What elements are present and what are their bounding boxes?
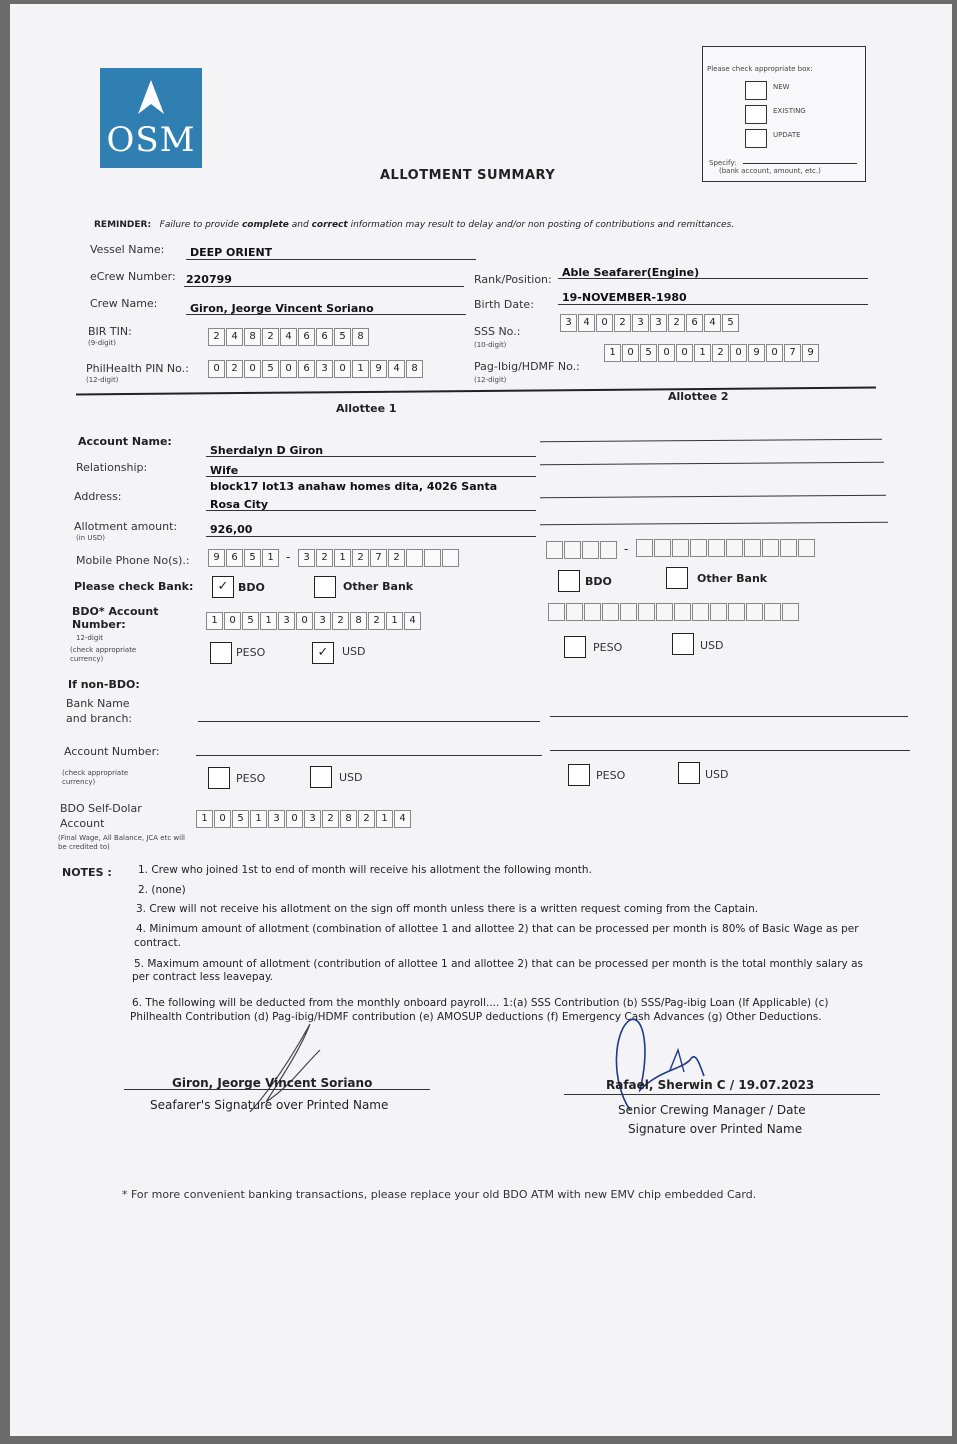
address-label: Address: — [74, 490, 122, 503]
bdo-label-2: BDO — [585, 575, 612, 588]
new-label: NEW — [773, 83, 790, 91]
birth-line — [558, 304, 868, 305]
mobile2-digits-b[interactable] — [636, 539, 816, 557]
usd-label-1: USD — [342, 645, 366, 658]
account-name-label: Account Name: — [78, 435, 172, 448]
self-dollar-digits[interactable]: 1 0 5 1 3 0 3 2 8 2 1 4 — [196, 810, 412, 828]
allotment-hint: (in USD) — [76, 534, 106, 542]
sail-icon — [136, 80, 166, 116]
footer-note: * For more convenient banking transactions, please replace your old BDO ATM with new EMV chip embedded Card. — [122, 1188, 757, 1201]
allotment-label: Allotment amount: — [74, 520, 178, 533]
philhealth-label: PhilHealth PIN No.: — [86, 362, 189, 375]
bdo-checkbox-2[interactable] — [558, 570, 580, 592]
specify-hint: (bank account, amount, etc.) — [719, 167, 821, 175]
manager-caption-2: Signature over Printed Name — [628, 1122, 803, 1136]
relationship-line — [206, 476, 536, 477]
allottee2-header: Allottee 2 — [668, 390, 729, 403]
bank-name-line-2 — [550, 716, 908, 717]
bir-label: BIR TIN: — [88, 325, 132, 338]
other-bank-label-2: Other Bank — [697, 572, 768, 585]
sss-label: SSS No.: — [474, 325, 521, 338]
relationship-value: Wife — [210, 464, 239, 477]
other-bank-checkbox-2[interactable] — [666, 567, 688, 589]
mobile-digits-a[interactable]: 9 6 5 1 — [208, 549, 280, 567]
currency-hint-2: currency) — [62, 778, 96, 786]
sss-digits[interactable]: 3 4 0 2 3 3 2 6 4 5 — [560, 314, 740, 332]
self-dollar-hint-2: be credited to) — [58, 843, 110, 851]
reminder-label: REMINDER: — [94, 220, 152, 230]
bdo-account-hint-2: (check appropriate — [70, 646, 137, 654]
peso-checkbox-4[interactable] — [568, 764, 590, 786]
seafarer-caption: Seafarer's Signature over Printed Name — [150, 1098, 389, 1112]
bir-hint: (9-digit) — [88, 339, 116, 347]
note-5a: 5. Maximum amount of allotment (contribution of allottee 1 and allottee 2) that can be processed per month is the total monthly salary as — [134, 958, 864, 970]
bank-name-label-1: Bank Name — [66, 697, 130, 710]
vessel-label: Vessel Name: — [90, 243, 165, 256]
address-line1: block17 lot13 anahaw homes dita, 4026 Santa — [210, 480, 498, 493]
birth-value: 19-NOVEMBER-1980 — [562, 291, 687, 304]
peso-label-1: PESO — [236, 646, 266, 659]
manager-signature-line — [564, 1094, 880, 1095]
bdo-checkbox-1[interactable]: ✓ — [212, 576, 234, 598]
address-line — [206, 510, 536, 511]
bdo-account-label-2: Number: — [72, 618, 126, 631]
philhealth-digits[interactable]: 0 2 0 5 0 6 3 0 1 9 4 8 — [208, 360, 424, 378]
non-bdo-label: If non-BDO: — [68, 678, 140, 691]
panel-heading: Please check appropriate box: — [707, 65, 813, 73]
osm-logo — [100, 68, 202, 168]
specify-line — [743, 163, 857, 164]
usd-label-2: USD — [700, 639, 724, 652]
mobile-dash: - — [286, 550, 291, 564]
document-page — [10, 4, 952, 1436]
notes-label: NOTES : — [62, 866, 112, 879]
usd-checkbox-4[interactable] — [678, 762, 700, 784]
crew-name-value: Giron, Jeorge Vincent Soriano — [190, 302, 374, 315]
record-type-panel — [702, 46, 866, 182]
other-bank-label-1: Other Bank — [343, 580, 414, 593]
seafarer-signature-line — [124, 1089, 430, 1090]
crew-name-line — [186, 314, 466, 315]
ecrew-label: eCrew Number: — [90, 270, 176, 283]
note-2: 2. (none) — [138, 884, 186, 896]
mobile-digits-b[interactable]: 3 2 1 2 7 2 — [298, 549, 460, 567]
note-6b: Philhealth Contribution (d) Pag-ibig/HDMF contribution (e) AMOSUP deductions (f) Emergency Cash Advances (g) Other Deductions. — [130, 1011, 822, 1023]
usd-checkbox-1[interactable]: ✓ — [312, 642, 334, 664]
document-title: ALLOTMENT SUMMARY — [380, 168, 556, 183]
currency-hint-1: (check appropriate — [62, 769, 129, 777]
usd-label-4: USD — [705, 768, 729, 781]
account-name-line — [206, 456, 536, 457]
update-label: UPDATE — [773, 131, 801, 139]
sss-hint: (10-digit) — [474, 341, 507, 349]
rank-value: Able Seafarer(Engine) — [562, 266, 700, 279]
account-number-label: Account Number: — [64, 745, 160, 758]
self-dollar-label-1: BDO Self-Dolar — [60, 802, 142, 815]
manager-printed-name: Rafael, Sherwin C / 19.07.2023 — [606, 1078, 815, 1092]
existing-checkbox[interactable] — [745, 105, 767, 124]
philhealth-hint: (12-digit) — [86, 376, 119, 384]
ecrew-value: 220799 — [186, 273, 232, 286]
note-5b: per contract less leavepay. — [132, 971, 274, 983]
vessel-line — [186, 259, 476, 260]
note-4b: contract. — [134, 937, 181, 949]
account-name-value: Sherdalyn D Giron — [210, 444, 324, 457]
existing-label: EXISTING — [773, 107, 806, 115]
new-checkbox[interactable] — [745, 81, 767, 100]
bdo-label-1: BDO — [238, 581, 265, 594]
usd-checkbox-3[interactable] — [310, 766, 332, 788]
self-dollar-hint-1: (Final Wage, All Balance, JCA etc will — [58, 834, 185, 842]
manager-caption-1: Senior Crewing Manager / Date — [618, 1103, 806, 1117]
bdo-account-label-1: BDO* Account — [72, 605, 159, 618]
note-1: 1. Crew who joined 1st to end of month will receive his allotment the following month. — [138, 864, 592, 876]
allottee1-header: Allottee 1 — [336, 402, 397, 415]
peso-checkbox-1[interactable] — [210, 642, 232, 664]
peso-label-2: PESO — [593, 641, 623, 654]
account-number-line-2 — [550, 750, 910, 751]
bdo-account-hint-1: 12-digit — [76, 634, 103, 642]
usd-checkbox-2[interactable] — [672, 633, 694, 655]
rank-label: Rank/Position: — [474, 273, 552, 286]
pagibig-label: Pag-Ibig/HDMF No.: — [474, 360, 580, 373]
address-line2: Rosa City — [210, 498, 269, 511]
account-number-line-1 — [196, 755, 542, 756]
reminder-t2: complete — [241, 220, 289, 230]
note-4a: 4. Minimum amount of allotment (combination of allottee 1 and allottee 2) that can be processed per month is 80% of Basic Wage as per — [136, 923, 859, 935]
relationship-label: Relationship: — [76, 461, 148, 474]
specify-label: Specify: — [709, 159, 737, 167]
allotment-line — [206, 536, 536, 537]
bdo-account-hint-3: currency) — [70, 655, 104, 663]
rank-line — [558, 278, 868, 279]
mobile2-digits-a[interactable] — [546, 541, 618, 559]
crew-name-label: Crew Name: — [90, 297, 158, 310]
pagibig-digits[interactable]: 1 0 5 0 0 1 2 0 9 0 7 9 — [604, 344, 820, 362]
bank-name-label-2: and branch: — [66, 712, 133, 725]
vessel-value: DEEP ORIENT — [190, 246, 273, 259]
check-bank-label: Please check Bank: — [74, 580, 194, 593]
mobile2-dash: - — [624, 542, 629, 556]
mobile-label: Mobile Phone No(s).: — [76, 554, 190, 567]
seafarer-printed-name: Giron, Jeorge Vincent Soriano — [172, 1076, 373, 1090]
reminder — [94, 220, 734, 230]
note-3: 3. Crew will not receive his allotment on the sign off month unless there is a written request coming from the Captain. — [136, 903, 759, 915]
reminder-t1: Failure to provide — [159, 220, 240, 230]
usd-label-3: USD — [339, 771, 363, 784]
bank-name-line-1 — [198, 721, 540, 722]
allotment-value: 926,00 — [210, 523, 253, 536]
note-6a: 6. The following will be deducted from the monthly onboard payroll.... 1:(a) SSS Contribution (b) SSS/Pag-ibig Loan (If Applicable) (c) — [132, 997, 829, 1009]
pagibig-hint: (12-digit) — [474, 376, 507, 384]
birth-label: Birth Date: — [474, 298, 534, 311]
other-bank-checkbox-1[interactable] — [314, 576, 336, 598]
self-dollar-label-2: Account — [60, 817, 105, 830]
peso-checkbox-2[interactable] — [564, 636, 586, 658]
bir-digits[interactable]: 2 4 8 2 4 6 6 5 8 — [208, 328, 370, 346]
logo-text: OSM — [106, 120, 196, 160]
update-checkbox[interactable] — [745, 129, 767, 148]
bdo-account-digits-2[interactable] — [548, 603, 800, 621]
reminder-t3: and — [291, 220, 309, 230]
bdo-account-digits[interactable]: 1 0 5 1 3 0 3 2 8 2 1 4 — [206, 612, 422, 630]
peso-checkbox-3[interactable] — [208, 767, 230, 789]
reminder-t5: information may result to delay and/or non posting of contributions and remittances. — [350, 220, 735, 230]
peso-label-4: PESO — [596, 769, 626, 782]
reminder-t4: correct — [311, 220, 348, 230]
peso-label-3: PESO — [236, 772, 266, 785]
ecrew-line — [184, 286, 464, 287]
